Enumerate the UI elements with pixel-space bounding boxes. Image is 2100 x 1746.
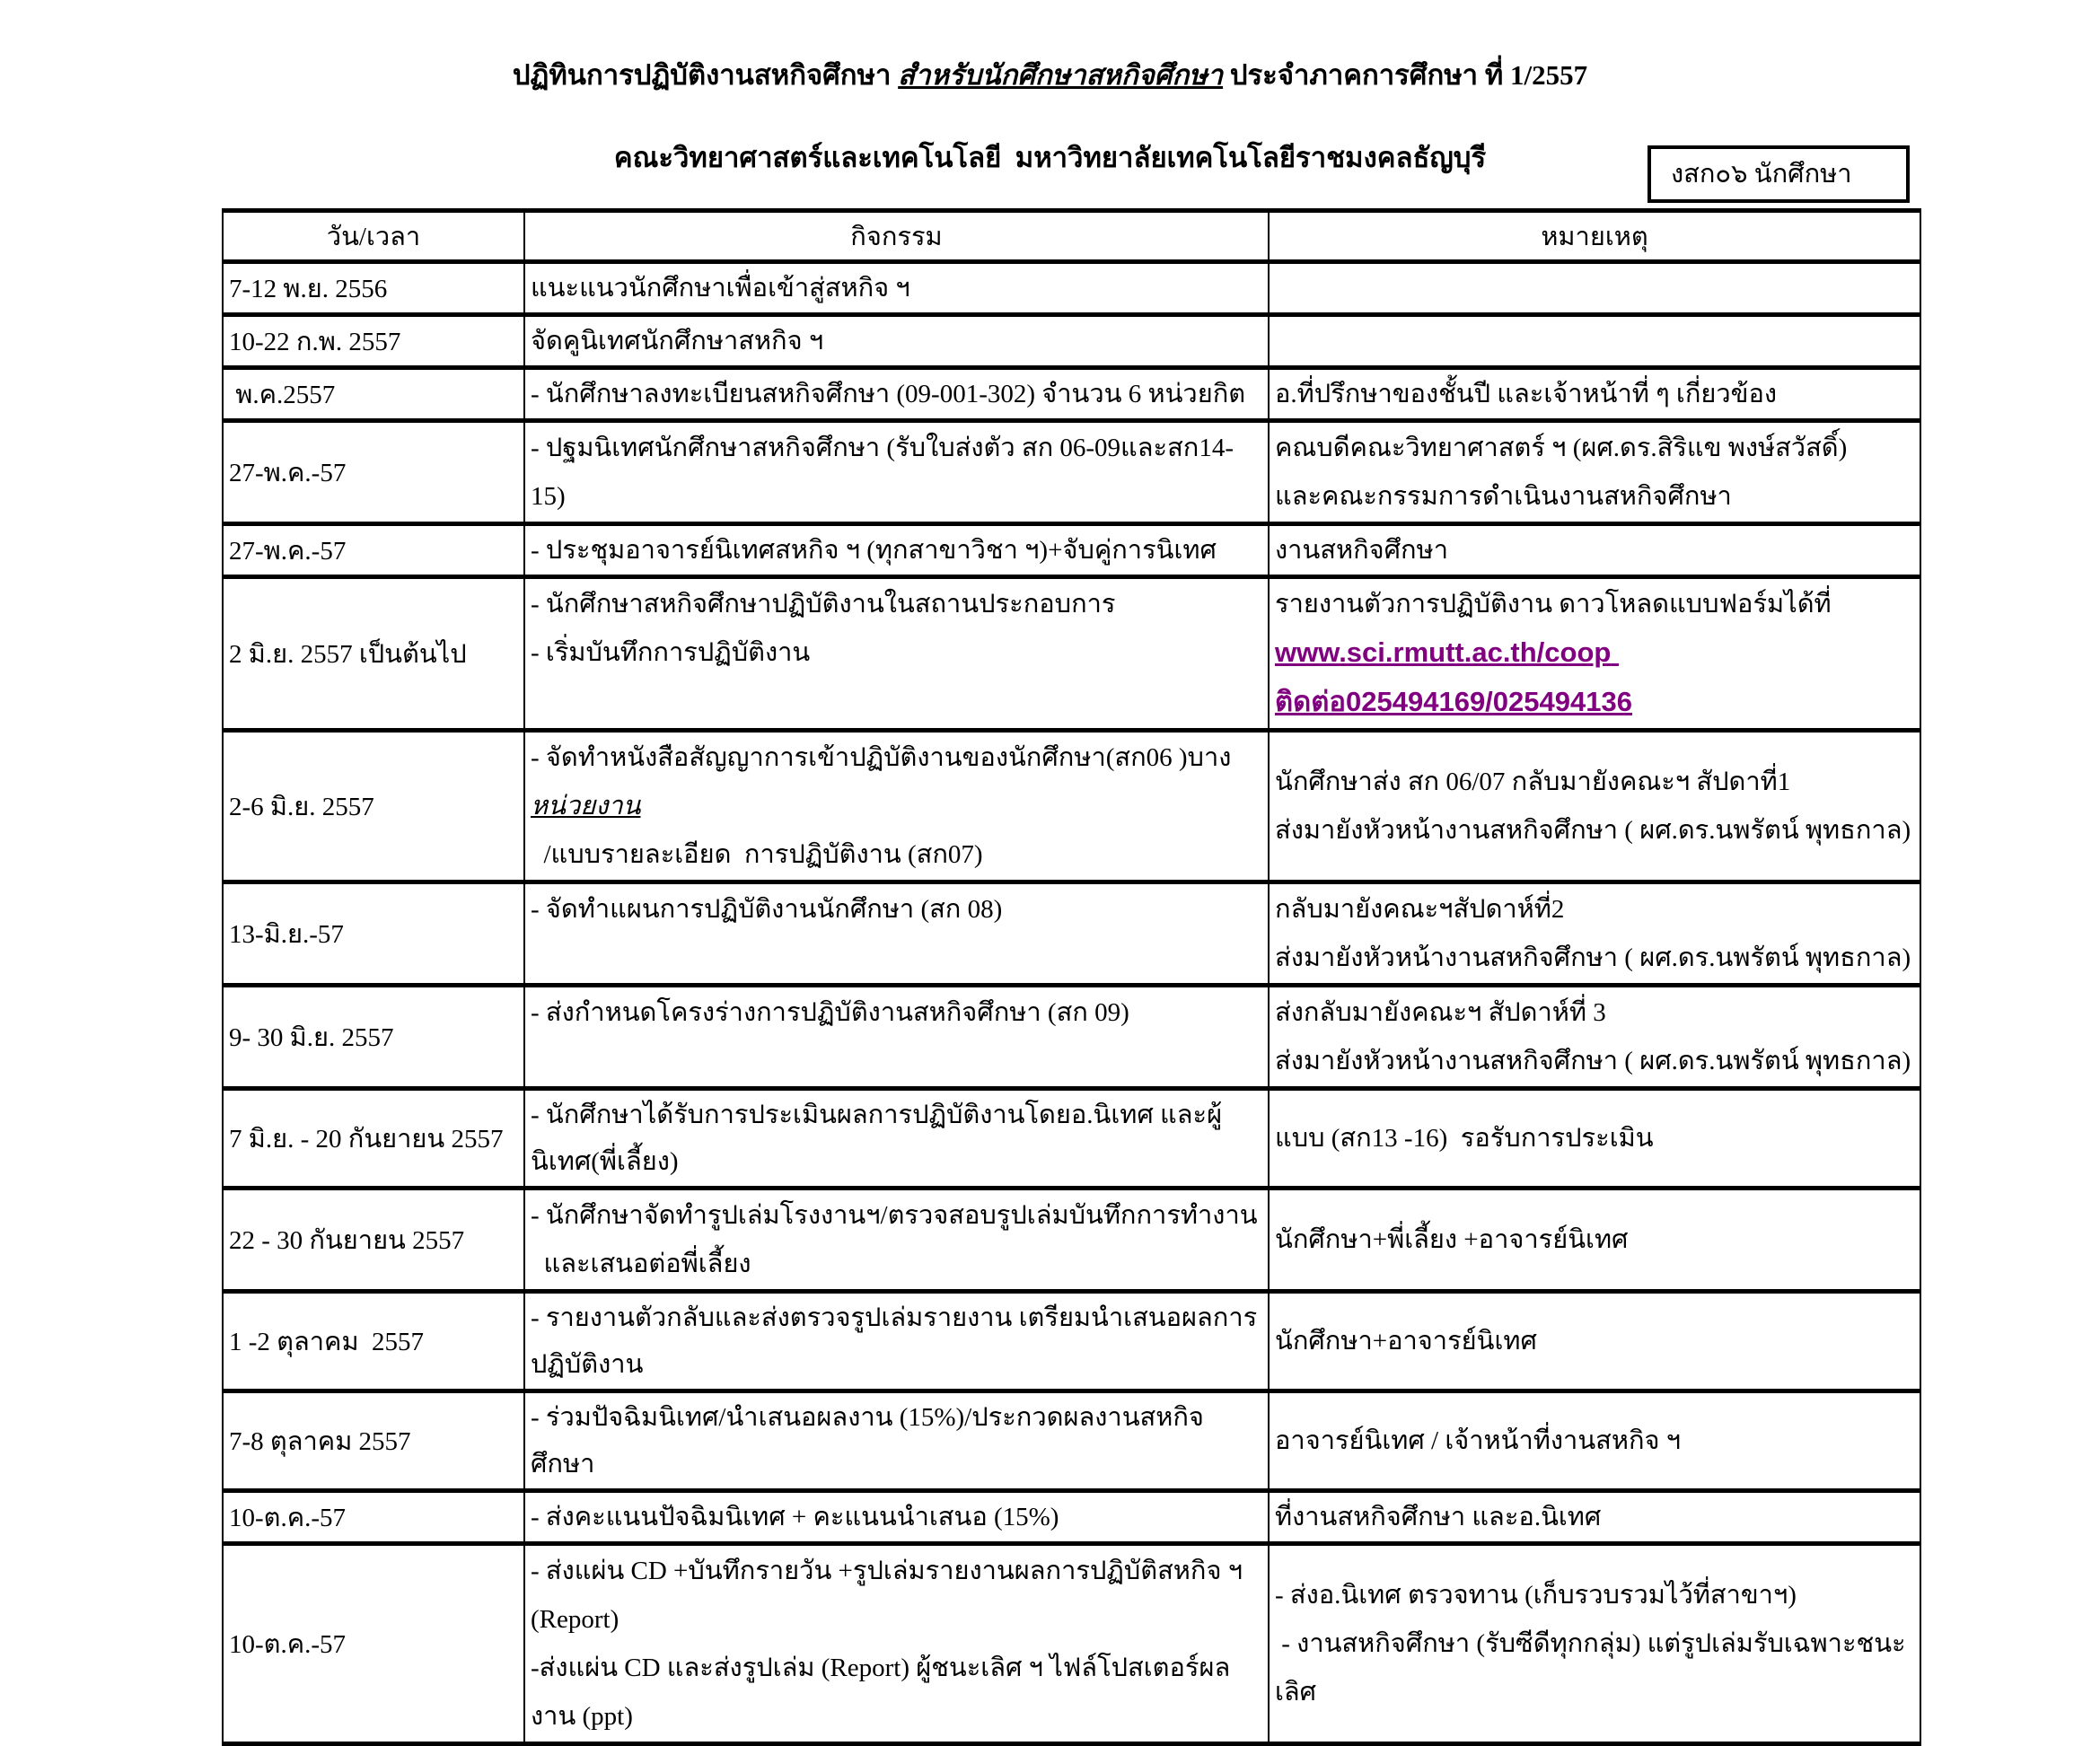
emphasized-text: หน่วยงาน [531,792,641,820]
table-row [223,986,1920,1089]
cell-line [1275,424,1914,472]
text-segment: - ปฐมนิเทศนักศึกษาสหกิจศึกษา (รับใบส่งตัว สก 06-09และสก14-15) [531,434,1234,511]
text-segment: - ส่งแผ่น CD +บันทึกรายวัน +รูปเล่มรายงานผลการปฏิบัติสหกิจ ฯ (Report) [531,1557,1250,1634]
cell-line [1275,1619,1914,1716]
cell-line [531,1240,1262,1288]
text-segment: รายงานตัวการปฏิบัติงาน ดาวโหลดแบบฟอร์มได้ที่ [1275,590,1832,619]
date-cell: 2-6 มิ.ย. 2557 [223,731,524,882]
note-cell [1269,731,1920,882]
table-row [223,368,1920,421]
cell-line [1275,1571,1914,1619]
text-segment: - นักศึกษาลงทะเบียนสหกิจศึกษา (09-001-302) จำนวน 6 หน่วยกิต [531,380,1246,408]
text-segment: อาจารย์นิเทศ / เจ้าหน้าที่งานสหกิจ ฯ [1275,1426,1682,1455]
date-cell: 27-พ.ค.-57 [223,421,524,524]
date-cell: 10-22 ก.พ. 2557 [223,315,524,368]
cell-line [531,1644,1262,1741]
table-row [223,882,1920,986]
date-cell: 9- 30 มิ.ย. 2557 [223,986,524,1089]
cell-line [1275,1215,1914,1264]
table-row [223,524,1920,577]
cell-line [1275,472,1914,521]
cell-line [1275,806,1914,855]
text-segment: อ.ที่ปรึกษาของชั้นปี และเจ้าหน้าที่ ๆ เกี่ยวข้อง [1275,380,1778,408]
form-code-box [1647,145,1910,203]
activity-cell [524,421,1269,524]
cell-line [531,1547,1262,1644]
activity-cell [524,1391,1269,1491]
schedule-table [222,208,1921,1746]
emphasized-text: - จัดทำหนังสือสัญญาการเข้าปฏิบัติงานของนักศึกษา(สก06 )บาง [531,743,1232,772]
table-body [223,262,1920,1744]
note-cell [1269,1491,1920,1544]
text-segment: นักศึกษาส่ง สก 06/07 กลับมายังคณะฯ สัปดาที่1 [1275,768,1791,796]
text-segment: งานสหกิจศึกษา [1275,536,1449,565]
note-cell [1269,1391,1920,1491]
table-row [223,1292,1920,1391]
text-segment: - งานสหกิจศึกษา (รับซีดีทุกกลุ่ม) แต่รูปเล่มรับเฉพาะชนะเลิศ [1275,1629,1906,1707]
activity-cell [524,1089,1269,1189]
text-segment: ส่งมายังหัวหน้างานสหกิจศึกษา ( ผศ.ดร.นพรัตน์ พุทธกาล) [1275,1047,1911,1075]
cell-line [531,318,1262,364]
note-cell [1269,368,1920,421]
cell-line [1275,758,1914,806]
cell-line [1275,1037,1914,1085]
table-row [223,315,1920,368]
cell-line [1275,628,1914,727]
date-cell: 7-12 พ.ย. 2556 [223,262,524,315]
note-cell [1269,1189,1920,1292]
title-suffix: ประจำภาคการศึกษา ที่ 1/2557 [1223,59,1588,91]
date-cell: 10-ต.ค.-57 [223,1491,524,1544]
note-cell [1269,882,1920,986]
activity-cell [524,1491,1269,1544]
table-row [223,1189,1920,1292]
text-segment: - ร่วมปัจฉิมนิเทศ/นำเสนอผลงาน (15%)/ประกวดผลงานสหกิจศึกษา [531,1403,1204,1478]
cell-line [531,628,1262,677]
page-title [0,52,2100,97]
cell-line [1275,1318,1914,1364]
date-cell: 7-8 ตุลาคม 2557 [223,1391,524,1491]
cell-line [531,1092,1262,1185]
date-cell: 2 มิ.ย. 2557 เป็นต้นไป [223,577,524,731]
text-segment: และเสนอต่อพี่เลี้ยง [531,1250,751,1278]
cell-line [531,527,1262,574]
header-activity: กิจกรรม [524,211,1269,262]
cell-line [531,885,1262,934]
note-cell [1269,1544,1920,1744]
date-cell: 13-มิ.ย.-57 [223,882,524,986]
date-cell: 10-ต.ค.-57 [223,1544,524,1744]
text-segment: กลับมายังคณะฯสัปดาห์ที่2 [1275,895,1565,924]
text-segment: - นักศึกษาสหกิจศึกษาปฏิบัติงานในสถานประกอบการ [531,590,1116,619]
date-cell: 22 - 30 กันยายน 2557 [223,1189,524,1292]
cell-line [1275,580,1914,628]
table-row [223,1491,1920,1544]
table-row [223,1391,1920,1491]
activity-cell [524,731,1269,882]
text-segment: - ประชุมอาจารย์นิเทศสหกิจ ฯ (ทุกสาขาวิชา ฯ)+จับคู่การนิเทศ [531,536,1217,565]
cell-line [531,1494,1262,1540]
form-code-label: งสก๐๖ นักศึกษา [1671,160,1852,189]
document-page [0,52,2100,1731]
text-segment: และคณะกรรมการดำเนินงานสหกิจศึกษา [1275,482,1732,511]
activity-cell [524,524,1269,577]
activity-cell [524,1292,1269,1391]
table-row [223,731,1920,882]
activity-cell [524,368,1269,421]
cell-line [1275,1115,1914,1162]
cell-line [531,580,1262,628]
text-segment: ที่งานสหกิจศึกษา และอ.นิเทศ [1275,1503,1602,1531]
note-cell [1269,421,1920,524]
activity-cell [524,882,1269,986]
text-segment: - ส่งกำหนดโครงร่างการปฏิบัติงานสหกิจศึกษา (สก 09) [531,998,1129,1027]
cell-line [1275,1417,1914,1464]
title-prefix: ปฏิทินการปฏิบัติงานสหกิจศึกษา [512,59,899,91]
text-segment: - รายงานตัวกลับและส่งตรวจรูปเล่มรายงาน เตรียมนำเสนอผลการปฏิบัติงาน [531,1303,1258,1379]
text-segment: คณบดีคณะวิทยาศาสตร์ ฯ (ผศ.ดร.สิริแข พงษ์สวัสดิ์) [1275,434,1848,462]
text-segment: ส่งมายังหัวหน้างานสหกิจศึกษา ( ผศ.ดร.นพรัตน์ พุทธกาล) [1275,816,1911,845]
cell-line [531,265,1262,311]
text-segment: - นักศึกษาจัดทำรูปเล่มโรงงานฯ/ตรวจสอบรูปเล่มบันทึกการทำงาน [531,1201,1258,1230]
cell-line [531,733,1262,830]
activity-cell [524,262,1269,315]
table-row [223,1544,1920,1744]
activity-cell [524,315,1269,368]
text-segment: ส่งกลับมายังคณะฯ สัปดาห์ที่ 3 [1275,998,1606,1027]
text-segment: นักศึกษา+พี่เลี้ยง +อาจารย์นิเทศ [1275,1225,1629,1254]
cell-line [531,1294,1262,1388]
cell-line [1275,885,1914,934]
text-segment: - จัดทำแผนการปฏิบัติงานนักศึกษา (สก 08) [531,895,1003,924]
header-note: หมายเหตุ [1269,211,1920,262]
text-segment: -ส่งแผ่น CD และส่งรูปเล่ม (Report) ผู้ชนะเลิศ ฯ ไฟล์โปสเตอร์ผลงาน (ppt) [531,1654,1231,1731]
table-row [223,577,1920,731]
header-date: วัน/เวลา [223,211,524,262]
text-segment: - นักศึกษาได้รับการประเมินผลการปฏิบัติงานโดยอ.นิเทศ และผู้นิเทศ(พี่เลี้ยง) [531,1101,1223,1176]
date-cell: 1 -2 ตุลาคม 2557 [223,1292,524,1391]
text-segment: - ส่งอ.นิเทศ ตรวจทาน (เก็บรวบรวมไว้ที่สาขาฯ) [1275,1581,1797,1610]
text-segment: ส่งมายังหัวหน้างานสหกิจศึกษา ( ผศ.ดร.นพรัตน์ พุทธกาล) [1275,943,1911,972]
table-header-row [223,211,1920,262]
cell-line [531,988,1262,1037]
activity-cell [524,1544,1269,1744]
note-cell [1269,986,1920,1089]
coop-website-link[interactable]: www.sci.rmutt.ac.th/coop ติดต่อ025494169/025494136 [1275,636,1632,717]
table-row [223,421,1920,524]
cell-line [531,1191,1262,1240]
note-cell [1269,262,1920,315]
note-cell [1269,315,1920,368]
text-segment: /แบบรายละเอียด การปฏิบัติงาน (สก07) [531,840,983,869]
activity-cell [524,1189,1269,1292]
cell-line [1275,371,1914,417]
text-segment: จัดคูนิเทศนักศึกษาสหกิจ ฯ [531,327,824,355]
text-segment: แบบ (สก13 -16) รอรับการประเมิน [1275,1124,1654,1153]
text-segment: - เริ่มบันทึกการปฏิบัติงาน [531,638,811,667]
cell-line [1275,1494,1914,1540]
table-row [223,1089,1920,1189]
text-segment: - ส่งคะแนนปัจฉิมนิเทศ + คะแนนนำเสนอ (15%) [531,1503,1059,1531]
page-subtitle: คณะวิทยาศาสตร์และเทคโนโลยี มหาวิทยาลัยเทคโนโลยีราชมงคลธัญบุรี [613,142,1487,173]
title-emphasis: สำหรับนักศึกษาสหกิจศึกษา [898,59,1224,91]
note-cell [1269,1089,1920,1189]
text-segment: แนะแนวนักศึกษาเพื่อเข้าสู่สหกิจ ฯ [531,274,910,303]
note-cell [1269,577,1920,731]
date-cell: 27-พ.ค.-57 [223,524,524,577]
date-cell: 7 มิ.ย. - 20 กันยายน 2557 [223,1089,524,1189]
cell-line [1275,934,1914,982]
activity-cell [524,577,1269,731]
note-cell [1269,524,1920,577]
cell-line [1275,527,1914,574]
cell-line [531,830,1262,879]
cell-line [531,424,1262,521]
table-row [223,262,1920,315]
cell-line [531,1394,1262,1487]
date-cell: พ.ค.2557 [223,368,524,421]
note-cell [1269,1292,1920,1391]
activity-cell [524,986,1269,1089]
cell-line [531,371,1262,417]
text-segment: นักศึกษา+อาจารย์นิเทศ [1275,1327,1537,1356]
cell-line [1275,988,1914,1037]
